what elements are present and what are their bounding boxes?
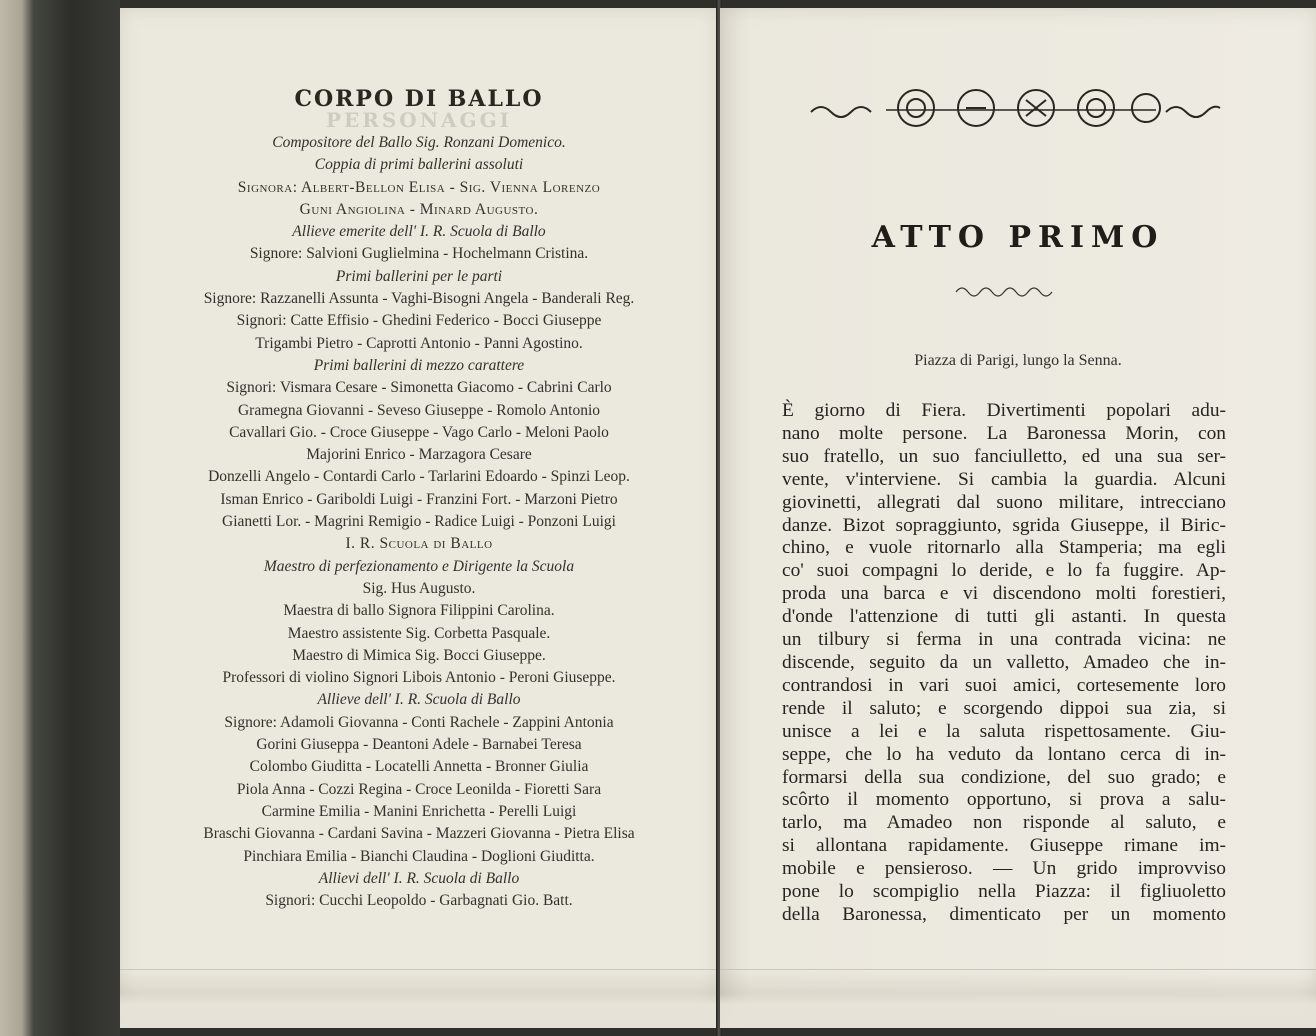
roster-line: Primi ballerini di mezzo carattere (313, 356, 525, 374)
backdrop-left (0, 0, 120, 1036)
body-line: suo fratello, un suo fanciulletto, ed una sua ser- (782, 445, 1226, 467)
act-title: ATTO PRIMO (871, 220, 1165, 255)
body-line: proda una barca e vi discendono molti forestieri, (782, 583, 1226, 605)
roster-line: Gianetti Lor. - Magrini Remigio - Radice Luigi - Ponzoni Luigi (222, 513, 616, 531)
roster-line: Allieve dell' I. R. Scuola di Ballo (317, 691, 521, 709)
body-line: danze. Bizot sopraggiunto, sgrida Giuseppe, il Biric- (782, 514, 1226, 536)
body-line: vente, v'interviene. Si cambia la guardia. Alcuni (782, 468, 1226, 490)
body-line: discende, seguito da un valletto, Amadeo che in- (782, 651, 1226, 673)
body-line: nano molte persone. La Baronessa Morin, con (782, 422, 1226, 444)
roster-line: Isman Enrico - Gariboldi Luigi - Franzini Fort. - Marzoni Pietro (220, 490, 618, 508)
body-line: d'onde l'attenzione di tutti gli astanti. In questa (782, 606, 1226, 628)
corpo-di-ballo-heading: CORPO DI BALLO (294, 86, 544, 112)
roster-line: Maestro assistente Sig. Corbetta Pasquale. (287, 624, 551, 642)
page-bottom-fold (720, 969, 1316, 1028)
roster-line: Piola Anna - Cozzi Regina - Croce Leonilda - Fioretti Sara (236, 780, 602, 798)
roster-line: Gramegna Giovanni - Seveso Giuseppe - Romolo Antonio (237, 401, 601, 419)
body-line: della Baronessa, dimenticato per un momento (782, 903, 1226, 925)
act-description (782, 400, 1226, 927)
roster-line: Signori: Cucchi Leopoldo - Garbagnati Gio. Batt. (265, 892, 573, 910)
roster-line: Signora: Albert-Bellon Elisa - Sig. Vienna Lorenzo (237, 178, 601, 196)
roster-line: Professori di violino Signori Libois Antonio - Peroni Giuseppe. (222, 669, 616, 687)
body-line: rende il saluto; e scorgendo dippoi sua zia, si (782, 697, 1226, 719)
roster-line: Gorini Giuseppa - Deantoni Adele - Barnabei Teresa (256, 736, 582, 754)
roster-line: Signore: Adamoli Giovanna - Conti Rachele - Zappini Antonia (224, 713, 614, 731)
body-line: giovinetti, allegrati dal suono militare, intrecciano (782, 491, 1226, 513)
body-line: chino, e vuole ritornarlo alla Stamperia; ma egli (782, 537, 1226, 559)
roster-line: Compositore del Ballo Sig. Ronzani Domenico. (272, 134, 566, 151)
body-line: co' suoi compagni lo deride, e lo fa fuggire. Ap- (782, 560, 1226, 582)
roster-line: Signore: Salvioni Guglielmina - Hochelmann Cristina. (249, 245, 589, 263)
roster-line: Allieve emerite dell' I. R. Scuola di Ballo (292, 223, 546, 241)
roster-line: Donzelli Angelo - Contardi Carlo - Tarlarini Edoardo - Spinzi Leop. (208, 468, 630, 486)
body-line: tarlo, ma Amadeo non risponde al saluto, e (782, 812, 1226, 834)
roster-line: Signore: Razzanelli Assunta - Vaghi-Bisogni Angela - Banderali Reg. (203, 290, 635, 308)
roster-line: Allievi dell' I. R. Scuola di Ballo (318, 869, 520, 887)
roster-line: Colombo Giuditta - Locatelli Annetta - Bronner Giulia (249, 758, 589, 776)
roster-line: I. R. Scuola di Ballo (345, 535, 493, 553)
body-line: mobile e pensieroso. — Un grido improvviso (782, 858, 1226, 880)
roster-line: Guni Angiolina - Minard Augusto. (299, 200, 539, 218)
body-line: È giorno di Fiera. Divertimenti popolari adu- (782, 400, 1226, 421)
page-bottom-fold (120, 969, 718, 1028)
roster-line: Braschi Giovanna - Cardani Savina - Mazzeri Giovanna - Pietra Elisa (203, 825, 635, 843)
body-line: scôrto il momento opportuno, si prova a salu- (782, 789, 1226, 811)
roster-line: Maestro di perfezionamento e Dirigente la Scuola (263, 557, 575, 575)
roster-line: Signori: Vismara Cesare - Simonetta Giacomo - Cabrini Carlo (226, 379, 612, 397)
squiggle-divider-icon (954, 282, 1064, 298)
roster-line: Sig. Hus Augusto. (362, 579, 476, 597)
body-line: unisce a lei e la saluta rispettosamente. Giu- (782, 720, 1226, 742)
roster-line: Pinchiara Emilia - Bianchi Claudina - Doglioni Giuditta. (243, 847, 595, 865)
body-line: pone lo scompiglio nella Piazza: il figliuoletto (782, 881, 1226, 903)
body-line: un tilbury si ferma in una contrada vicina: ne (782, 629, 1226, 651)
roster-line: Carmine Emilia - Manini Enrichetta - Perelli Luigi (261, 802, 577, 820)
body-line: contrandosi in vari suoi amici, cortesemente loro (782, 674, 1226, 696)
body-line: formarsi della sua condizione, del suo grado; e (782, 766, 1226, 788)
roster-line: Maestro di Mimica Sig. Bocci Giuseppe. (292, 646, 546, 664)
left-page (120, 8, 719, 1028)
body-line: seppe, che lo ha veduto da lontano cerca di in- (782, 743, 1226, 765)
roster-line: Majorini Enrico - Marzagora Cesare (306, 446, 532, 464)
scene-setting: Piazza di Parigi, lungo la Senna. (914, 352, 1122, 369)
body-line: si allontana rapidamente. Giuseppe rimane im- (782, 835, 1226, 857)
roster-line: Primi ballerini per le parti (335, 267, 503, 285)
roster-line: Trigambi Pietro - Caprotti Antonio - Panni Agostino. (255, 334, 583, 352)
roster-line: Maestra di ballo Signora Filippini Carolina. (283, 602, 555, 620)
right-page (720, 8, 1316, 1028)
roster-line: Coppia di primi ballerini assoluti (314, 156, 524, 174)
roster-line: Signori: Catte Effisio - Ghedini Federico - Bocci Giuseppe (236, 312, 602, 330)
bleed-through-text: PERSONAGGI (325, 108, 513, 132)
decorative-ornament-icon (806, 78, 1226, 138)
roster-line: Cavallari Gio. - Croce Giuseppe - Vago Carlo - Meloni Paolo (229, 423, 609, 441)
roster-list (120, 132, 718, 912)
